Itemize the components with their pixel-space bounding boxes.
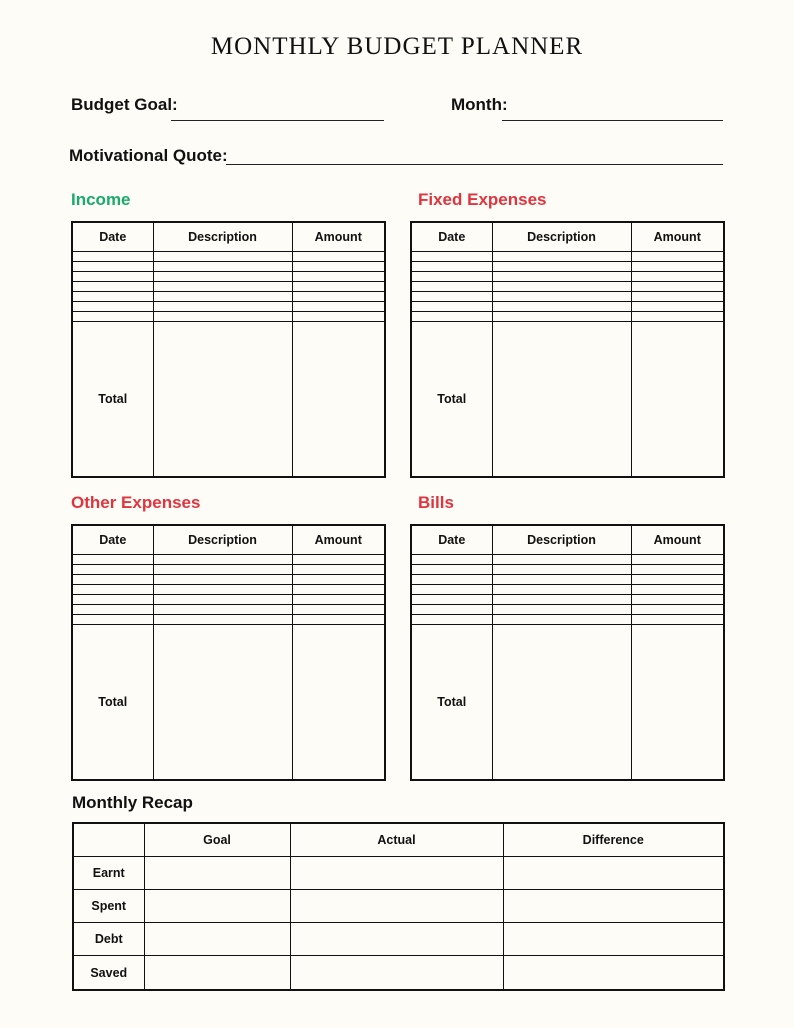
date-cell[interactable] xyxy=(72,604,153,614)
amount-cell[interactable] xyxy=(631,301,724,311)
table-row xyxy=(411,291,724,301)
date-cell[interactable] xyxy=(72,271,153,281)
table-row xyxy=(411,574,724,584)
table-row xyxy=(72,311,385,321)
date-cell[interactable] xyxy=(411,281,492,291)
column-header-description: Description xyxy=(492,525,631,554)
description-cell[interactable] xyxy=(153,574,292,584)
total-label: Total xyxy=(72,321,153,477)
recap-row-debt xyxy=(73,922,724,955)
description-cell[interactable] xyxy=(153,251,292,261)
description-cell[interactable] xyxy=(153,271,292,281)
amount-cell[interactable] xyxy=(631,574,724,584)
amount-cell[interactable] xyxy=(631,584,724,594)
goal-cell[interactable] xyxy=(144,889,290,922)
description-cell[interactable] xyxy=(492,604,631,614)
table-row xyxy=(411,564,724,574)
description-cell[interactable] xyxy=(492,554,631,564)
column-header-description: Description xyxy=(492,222,631,251)
income-title: Income xyxy=(71,190,131,209)
goal-cell[interactable] xyxy=(144,856,290,889)
amount-cell[interactable] xyxy=(631,554,724,564)
description-cell[interactable] xyxy=(153,604,292,614)
fixed-expenses-table xyxy=(410,221,725,478)
amount-cell[interactable] xyxy=(631,271,724,281)
date-cell[interactable] xyxy=(411,291,492,301)
description-cell[interactable] xyxy=(492,251,631,261)
description-cell[interactable] xyxy=(492,261,631,271)
table-row xyxy=(411,251,724,261)
description-cell[interactable] xyxy=(153,291,292,301)
table-row xyxy=(72,291,385,301)
recap-header-blank xyxy=(73,823,144,856)
page-title: MONTHLY BUDGET PLANNER xyxy=(210,33,584,60)
difference-cell[interactable] xyxy=(503,922,724,955)
description-cell[interactable] xyxy=(492,564,631,574)
date-cell[interactable] xyxy=(72,261,153,271)
bills-table xyxy=(410,524,725,781)
column-header-amount: Amount xyxy=(292,222,385,251)
table-row xyxy=(72,281,385,291)
total-label: Total xyxy=(411,321,492,477)
amount-cell[interactable] xyxy=(292,311,385,321)
actual-cell[interactable] xyxy=(290,922,503,955)
amount-cell[interactable] xyxy=(631,261,724,271)
fixed-expenses-title: Fixed Expenses xyxy=(418,190,547,209)
table-row xyxy=(72,251,385,261)
difference-cell[interactable] xyxy=(503,889,724,922)
amount-cell[interactable] xyxy=(292,281,385,291)
description-cell[interactable] xyxy=(153,614,292,624)
goal-cell[interactable] xyxy=(144,922,290,955)
description-cell[interactable] xyxy=(492,271,631,281)
description-cell[interactable] xyxy=(492,281,631,291)
amount-cell[interactable] xyxy=(631,594,724,604)
date-cell[interactable] xyxy=(72,311,153,321)
date-cell[interactable] xyxy=(411,584,492,594)
difference-cell[interactable] xyxy=(503,856,724,889)
recap-row-earnt xyxy=(73,856,724,889)
amount-cell[interactable] xyxy=(292,594,385,604)
table-row xyxy=(411,594,724,604)
date-cell[interactable] xyxy=(72,291,153,301)
table-row xyxy=(72,574,385,584)
date-cell[interactable] xyxy=(72,564,153,574)
table-row xyxy=(72,614,385,624)
recap-row-label: Spent xyxy=(73,889,144,922)
date-cell[interactable] xyxy=(72,281,153,291)
total-amount-cell[interactable] xyxy=(292,624,385,780)
date-cell[interactable] xyxy=(72,301,153,311)
amount-cell[interactable] xyxy=(292,291,385,301)
amount-cell[interactable] xyxy=(292,574,385,584)
description-cell[interactable] xyxy=(153,281,292,291)
total-row xyxy=(72,321,385,477)
amount-cell[interactable] xyxy=(292,564,385,574)
difference-cell[interactable] xyxy=(503,956,724,990)
column-header-amount: Amount xyxy=(631,525,724,554)
amount-cell[interactable] xyxy=(631,564,724,574)
date-cell[interactable] xyxy=(72,594,153,604)
other-expenses-table xyxy=(71,524,386,781)
recap-row-label: Earnt xyxy=(73,856,144,889)
amount-cell[interactable] xyxy=(292,584,385,594)
total-row xyxy=(72,624,385,780)
table-row xyxy=(72,554,385,564)
actual-cell[interactable] xyxy=(290,856,503,889)
description-cell[interactable] xyxy=(153,554,292,564)
amount-cell[interactable] xyxy=(292,554,385,564)
table-row xyxy=(411,261,724,271)
column-header-date: Date xyxy=(411,525,492,554)
date-cell[interactable] xyxy=(72,554,153,564)
recap-header-difference: Difference xyxy=(503,823,724,856)
total-row xyxy=(411,624,724,780)
description-cell[interactable] xyxy=(153,301,292,311)
date-cell[interactable] xyxy=(72,251,153,261)
amount-cell[interactable] xyxy=(631,281,724,291)
table-row xyxy=(411,554,724,564)
recap-row-saved xyxy=(73,956,724,990)
budget-goal-label: Budget Goal: xyxy=(71,95,178,114)
total-description-cell[interactable] xyxy=(492,321,631,477)
goal-cell[interactable] xyxy=(144,956,290,990)
total-description-cell[interactable] xyxy=(153,624,292,780)
total-amount-cell[interactable] xyxy=(631,321,724,477)
table-row xyxy=(411,281,724,291)
total-amount-cell[interactable] xyxy=(292,321,385,477)
amount-cell[interactable] xyxy=(292,261,385,271)
amount-cell[interactable] xyxy=(631,614,724,624)
amount-cell[interactable] xyxy=(631,604,724,614)
table-row xyxy=(411,311,724,321)
motivational-quote-label: Motivational Quote: xyxy=(69,146,228,165)
date-cell[interactable] xyxy=(72,574,153,584)
income-table xyxy=(71,221,386,478)
date-cell[interactable] xyxy=(411,271,492,281)
table-row xyxy=(411,301,724,311)
column-header-amount: Amount xyxy=(631,222,724,251)
table-row xyxy=(72,271,385,281)
date-cell[interactable] xyxy=(411,604,492,614)
month-label: Month: xyxy=(451,95,508,114)
date-cell[interactable] xyxy=(72,614,153,624)
column-header-date: Date xyxy=(72,525,153,554)
description-cell[interactable] xyxy=(153,261,292,271)
table-row xyxy=(411,614,724,624)
date-cell[interactable] xyxy=(411,554,492,564)
amount-cell[interactable] xyxy=(631,291,724,301)
date-cell[interactable] xyxy=(411,311,492,321)
budget-goal-field[interactable] xyxy=(171,120,384,121)
table-row xyxy=(411,604,724,614)
date-cell[interactable] xyxy=(411,261,492,271)
recap-row-label: Saved xyxy=(73,956,144,990)
monthly-recap-title: Monthly Recap xyxy=(72,793,193,812)
date-cell[interactable] xyxy=(411,574,492,584)
monthly-recap-table xyxy=(72,822,725,991)
date-cell[interactable] xyxy=(411,564,492,574)
bills-title: Bills xyxy=(418,493,454,512)
total-label: Total xyxy=(72,624,153,780)
recap-row-spent xyxy=(73,889,724,922)
column-header-amount: Amount xyxy=(292,525,385,554)
amount-cell[interactable] xyxy=(631,251,724,261)
amount-cell[interactable] xyxy=(292,251,385,261)
recap-header-actual: Actual xyxy=(290,823,503,856)
motivational-quote-field[interactable] xyxy=(226,164,723,165)
column-header-description: Description xyxy=(153,222,292,251)
description-cell[interactable] xyxy=(492,574,631,584)
description-cell[interactable] xyxy=(492,614,631,624)
amount-cell[interactable] xyxy=(292,604,385,614)
description-cell[interactable] xyxy=(492,301,631,311)
table-row xyxy=(72,604,385,614)
description-cell[interactable] xyxy=(153,584,292,594)
description-cell[interactable] xyxy=(492,584,631,594)
date-cell[interactable] xyxy=(411,251,492,261)
column-header-date: Date xyxy=(411,222,492,251)
description-cell[interactable] xyxy=(153,311,292,321)
date-cell[interactable] xyxy=(72,584,153,594)
amount-cell[interactable] xyxy=(631,311,724,321)
recap-header-goal: Goal xyxy=(144,823,290,856)
table-row xyxy=(411,271,724,281)
description-cell[interactable] xyxy=(492,311,631,321)
description-cell[interactable] xyxy=(153,594,292,604)
total-row xyxy=(411,321,724,477)
description-cell[interactable] xyxy=(492,594,631,604)
amount-cell[interactable] xyxy=(292,301,385,311)
description-cell[interactable] xyxy=(492,291,631,301)
recap-row-label: Debt xyxy=(73,922,144,955)
table-row xyxy=(72,594,385,604)
total-amount-cell[interactable] xyxy=(631,624,724,780)
column-header-description: Description xyxy=(153,525,292,554)
amount-cell[interactable] xyxy=(292,614,385,624)
date-cell[interactable] xyxy=(411,594,492,604)
other-expenses-title: Other Expenses xyxy=(71,493,201,512)
table-row xyxy=(411,584,724,594)
actual-cell[interactable] xyxy=(290,956,503,990)
table-row xyxy=(72,261,385,271)
table-row xyxy=(72,301,385,311)
column-header-date: Date xyxy=(72,222,153,251)
date-cell[interactable] xyxy=(411,614,492,624)
amount-cell[interactable] xyxy=(292,271,385,281)
total-label: Total xyxy=(411,624,492,780)
table-row xyxy=(72,584,385,594)
actual-cell[interactable] xyxy=(290,889,503,922)
description-cell[interactable] xyxy=(153,564,292,574)
date-cell[interactable] xyxy=(411,301,492,311)
total-description-cell[interactable] xyxy=(492,624,631,780)
table-row xyxy=(72,564,385,574)
month-field[interactable] xyxy=(502,120,723,121)
total-description-cell[interactable] xyxy=(153,321,292,477)
